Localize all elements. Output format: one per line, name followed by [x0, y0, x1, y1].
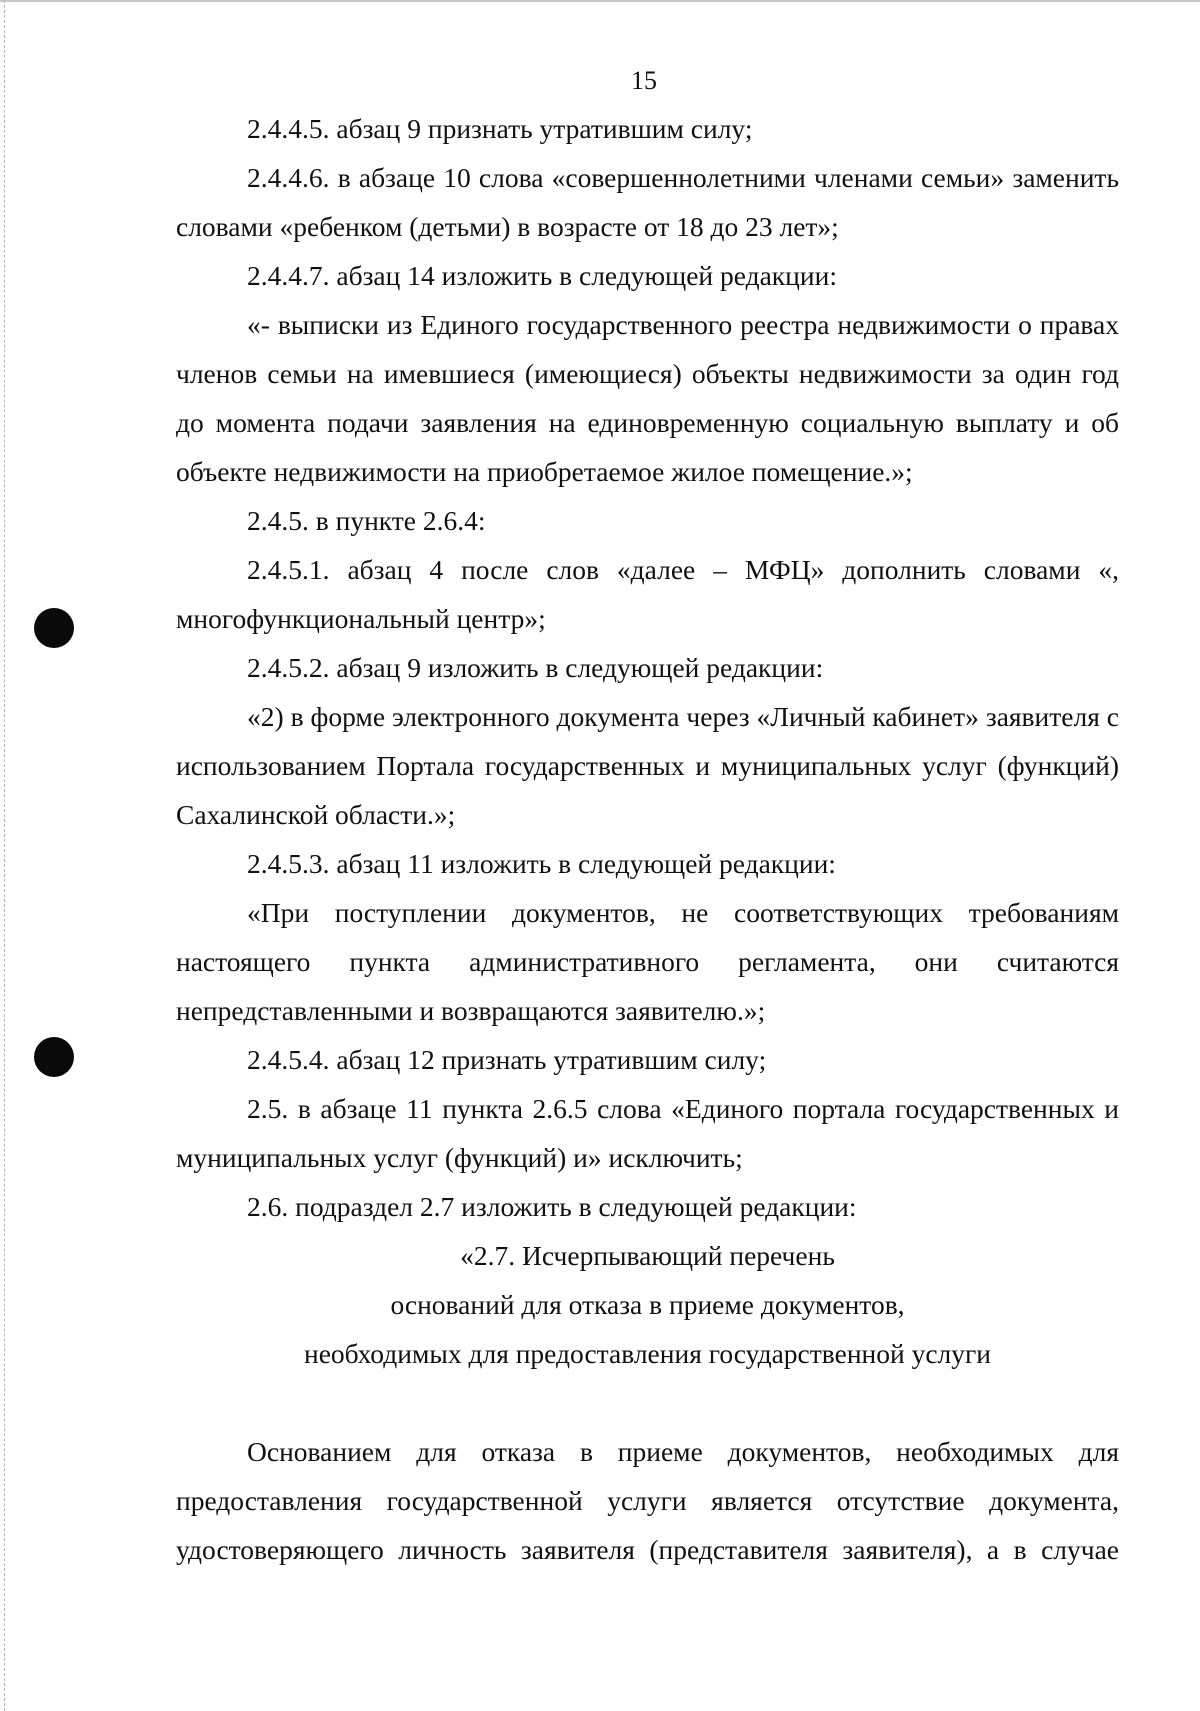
paragraph-2-4-4-6: 2.4.4.6. в абзаце 10 слова «совершеннолетними членами семьи» заменить словами «ребенком (детьми) в возрасте от 18 до 23 лет»; [176, 162, 1119, 242]
scan-top-edge [0, 0, 1200, 2]
paragraph-2-4-5: 2.4.5. в пункте 2.6.4: [247, 505, 486, 536]
paragraph-2-4-5-4: 2.4.5.4. абзац 12 признать утратившим силу; [247, 1044, 767, 1075]
punch-hole-mark [34, 608, 74, 648]
paragraph-2-4-5-2: 2.4.5.2. абзац 9 изложить в следующей редакции: [247, 652, 824, 683]
paragraph-quote-electronic: «2) в форме электронного документа через «Личный кабинет» заявителя с использованием Портала государственных и муниципальных услуг (функций) Сахалинской области.»; [176, 701, 1119, 830]
heading-line: оснований для отказа в приеме документов, [390, 1289, 905, 1320]
paragraph-quote-documents: «При поступлении документов, не соответствующих требованиям настоящего пункта административного регламента, они считаются непредставленными и возвращаются заявителю.»; [176, 897, 1119, 1026]
page-number: 15 [631, 66, 657, 95]
paragraph-2-5: 2.5. в абзаце 11 пункта 2.6.5 слова «Единого портала государственных и муниципальных услуг (функций) и» исключить; [176, 1093, 1119, 1173]
paragraph-2-4-4-5: 2.4.4.5. абзац 9 признать утратившим силу; [247, 113, 753, 144]
paragraph-2-4-5-3: 2.4.5.3. абзац 11 изложить в следующей редакции: [247, 848, 836, 879]
paragraph-2-6: 2.6. подраздел 2.7 изложить в следующей редакции: [247, 1191, 857, 1222]
paragraph-grounds-for-refusal: Основанием для отказа в приеме документов, необходимых для предоставления государственной услуги является отсутствие документа, удостоверяющего личность заявителя (представителя заявителя), а в случае [176, 1436, 1119, 1565]
heading-line: «2.7. Исчерпывающий перечень [460, 1240, 835, 1271]
document-body [176, 104, 1119, 1574]
punch-hole-mark [34, 1037, 74, 1077]
blank-line [176, 1378, 1119, 1427]
paragraph-quote-egrn: «- выписки из Единого государственного реестра недвижимости о правах членов семьи на имевшиеся (имеющиеся) объекты недвижимости за один год до момента подачи заявления на единовременную социальную выплату и об объекте недвижимости на приобретаемое жилое помещение.»; [176, 309, 1119, 487]
paragraph-2-4-5-1: 2.4.5.1. абзац 4 после слов «далее – МФЦ» дополнить словами «, многофункциональный центр»; [176, 554, 1119, 634]
heading-line: необходимых для предоставления государственной услуги [303, 1338, 992, 1369]
section-heading [176, 1231, 1119, 1378]
scan-left-edge [4, 0, 6, 1711]
paragraph-2-4-4-7: 2.4.4.7. абзац 14 изложить в следующей редакции: [247, 260, 837, 291]
